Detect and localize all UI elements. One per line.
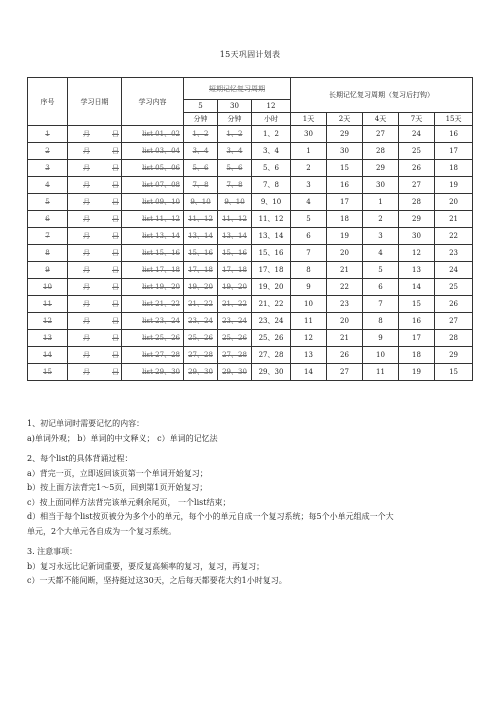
review-30min-cell: 13、14 xyxy=(218,228,252,245)
review-7day-cell: 25 xyxy=(399,143,435,160)
review-30min-cell: 5、6 xyxy=(218,160,252,177)
review-1day-cell: 11 xyxy=(291,313,327,330)
review-2day-cell: 30 xyxy=(327,143,363,160)
date-day-label: 日 xyxy=(112,215,119,223)
header-12h-unit: 小时 xyxy=(252,113,291,126)
review-5min-cell: 15、16 xyxy=(184,245,218,262)
review-7day-cell: 26 xyxy=(399,160,435,177)
review-1day-cell: 30 xyxy=(291,126,327,143)
date-month-label: 月 xyxy=(83,215,90,223)
table-row xyxy=(28,245,473,262)
section-1-items: a)单词外观； b）单词的中文释义； c）单词的记忆法 xyxy=(27,433,218,443)
review-7day-cell: 30 xyxy=(399,228,435,245)
seq-cell: 4 xyxy=(28,177,68,194)
content-cell: list 19、20 xyxy=(122,279,184,296)
review-5min-cell: 29、30 xyxy=(184,364,218,381)
seq-cell: 7 xyxy=(28,228,68,245)
review-15day-cell: 29 xyxy=(435,347,473,364)
review-5min-cell: 5、6 xyxy=(184,160,218,177)
review-2day-cell: 23 xyxy=(327,296,363,313)
review-1day-cell: 13 xyxy=(291,347,327,364)
review-15day-cell: 22 xyxy=(435,228,473,245)
review-30min-cell: 27、28 xyxy=(218,347,252,364)
date-cell xyxy=(68,347,122,364)
header-15day: 15天 xyxy=(435,113,473,126)
table-row xyxy=(28,177,473,194)
review-12h-cell: 15、16 xyxy=(252,245,291,262)
date-cell xyxy=(68,177,122,194)
review-4day-cell: 9 xyxy=(363,330,399,347)
review-1day-cell: 7 xyxy=(291,245,327,262)
section-2-item-c: c）按上面同样方法背完该单元剩余尾页， 一个list结束； xyxy=(27,497,231,507)
review-15day-cell: 21 xyxy=(435,211,473,228)
review-5min-cell: 9、10 xyxy=(184,194,218,211)
seq-cell: 6 xyxy=(28,211,68,228)
header-2day: 2天 xyxy=(327,113,363,126)
content-cell: list 03、04 xyxy=(122,143,184,160)
date-day-label: 日 xyxy=(112,164,119,172)
review-7day-cell: 28 xyxy=(399,194,435,211)
table-row xyxy=(28,364,473,381)
content-cell: list 17、18 xyxy=(122,262,184,279)
section-3-item-c: c）一天都不能间断，坚持挺过这30天，之后每天都要花大约1小时复习。 xyxy=(27,576,287,585)
review-1day-cell: 9 xyxy=(291,279,327,296)
seq-cell: 2 xyxy=(28,143,68,160)
review-5min-cell: 11、12 xyxy=(184,211,218,228)
review-2day-cell: 21 xyxy=(327,262,363,279)
date-month-label: 月 xyxy=(83,317,90,325)
section-2-item-a: a）背完一页，立即返回该页第一个单词开始复习； xyxy=(27,468,208,478)
content-cell: list 29、30 xyxy=(122,364,184,381)
review-30min-cell: 3、4 xyxy=(218,143,252,160)
review-2day-cell: 19 xyxy=(327,228,363,245)
date-day-label: 日 xyxy=(112,334,119,342)
date-month-label: 月 xyxy=(83,198,90,206)
table-row xyxy=(28,160,473,177)
table-row xyxy=(28,228,473,245)
content-cell: list 27、28 xyxy=(122,347,184,364)
section-2-item-d-cont: 单元，2个大单元各自成为一个复习系统。 xyxy=(27,526,177,536)
review-7day-cell: 18 xyxy=(399,347,435,364)
review-15day-cell: 15 xyxy=(435,364,473,381)
header-1day: 1天 xyxy=(291,113,327,126)
date-day-label: 日 xyxy=(112,198,119,206)
date-day-label: 日 xyxy=(112,130,119,138)
review-4day-cell: 29 xyxy=(363,160,399,177)
review-12h-cell: 17、18 xyxy=(252,262,291,279)
table-row xyxy=(28,296,473,313)
review-12h-cell: 25、26 xyxy=(252,330,291,347)
date-cell xyxy=(68,313,122,330)
review-7day-cell: 19 xyxy=(399,364,435,381)
header-30min-unit: 分钟 xyxy=(218,113,252,126)
table-row xyxy=(28,194,473,211)
review-30min-cell: 21、22 xyxy=(218,296,252,313)
review-15day-cell: 25 xyxy=(435,279,473,296)
review-15day-cell: 19 xyxy=(435,177,473,194)
header-date: 学习日期 xyxy=(68,78,122,126)
seq-cell: 3 xyxy=(28,160,68,177)
date-cell xyxy=(68,160,122,177)
review-1day-cell: 1 xyxy=(291,143,327,160)
section-2-title: 2、每个list的具体背诵过程： xyxy=(27,454,133,463)
section-3-item-b: b）复习永远比记新词重要，要反复高频率的复习，复习，再复习； xyxy=(27,561,265,571)
review-15day-cell: 26 xyxy=(435,296,473,313)
review-5min-cell: 17、18 xyxy=(184,262,218,279)
date-month-label: 月 xyxy=(83,130,90,138)
date-cell xyxy=(68,279,122,296)
content-cell: list 15、16 xyxy=(122,245,184,262)
review-12h-cell: 21、22 xyxy=(252,296,291,313)
header-content: 学习内容 xyxy=(122,78,184,126)
section-2-item-b: b）按上面方法背完1～5页，回到第1页开始复习； xyxy=(27,483,208,492)
review-2day-cell: 18 xyxy=(327,211,363,228)
review-1day-cell: 14 xyxy=(291,364,327,381)
date-cell xyxy=(68,194,122,211)
date-day-label: 日 xyxy=(112,300,119,308)
review-7day-cell: 12 xyxy=(399,245,435,262)
review-12h-cell: 11、12 xyxy=(252,211,291,228)
seq-cell: 12 xyxy=(28,313,68,330)
review-2day-cell: 22 xyxy=(327,279,363,296)
header-long-term: 长期记忆复习周期（复习后打钩） xyxy=(291,78,473,113)
table-row xyxy=(28,347,473,364)
review-2day-cell: 21 xyxy=(327,330,363,347)
review-1day-cell: 10 xyxy=(291,296,327,313)
content-cell: list 25、26 xyxy=(122,330,184,347)
date-month-label: 月 xyxy=(83,164,90,172)
date-day-label: 日 xyxy=(112,266,119,274)
date-cell xyxy=(68,245,122,262)
date-day-label: 日 xyxy=(112,249,119,257)
review-2day-cell: 20 xyxy=(327,245,363,262)
review-4day-cell: 10 xyxy=(363,347,399,364)
review-5min-cell: 19、20 xyxy=(184,279,218,296)
review-7day-cell: 15 xyxy=(399,296,435,313)
header-12h-num: 12 xyxy=(252,100,291,113)
review-1day-cell: 12 xyxy=(291,330,327,347)
review-30min-cell: 9、10 xyxy=(218,194,252,211)
table-row xyxy=(28,262,473,279)
review-2day-cell: 29 xyxy=(327,126,363,143)
seq-cell: 8 xyxy=(28,245,68,262)
table-row xyxy=(28,211,473,228)
date-month-label: 月 xyxy=(83,351,90,359)
content-cell: list 11、12 xyxy=(122,211,184,228)
date-month-label: 月 xyxy=(83,232,90,240)
date-cell xyxy=(68,330,122,347)
review-30min-cell: 25、26 xyxy=(218,330,252,347)
date-cell xyxy=(68,228,122,245)
review-4day-cell: 27 xyxy=(363,126,399,143)
review-5min-cell: 21、22 xyxy=(184,296,218,313)
header-7day: 7天 xyxy=(399,113,435,126)
review-1day-cell: 5 xyxy=(291,211,327,228)
review-12h-cell: 19、20 xyxy=(252,279,291,296)
review-12h-cell: 13、14 xyxy=(252,228,291,245)
header-4day: 4天 xyxy=(363,113,399,126)
review-4day-cell: 3 xyxy=(363,228,399,245)
date-day-label: 日 xyxy=(112,317,119,325)
review-30min-cell: 1、2 xyxy=(218,126,252,143)
table-row xyxy=(28,279,473,296)
review-5min-cell: 27、28 xyxy=(184,347,218,364)
review-15day-cell: 23 xyxy=(435,245,473,262)
date-cell xyxy=(68,211,122,228)
review-12h-cell: 1、2 xyxy=(252,126,291,143)
review-7day-cell: 13 xyxy=(399,262,435,279)
header-5min-unit: 分钟 xyxy=(184,113,218,126)
review-15day-cell: 17 xyxy=(435,143,473,160)
review-2day-cell: 27 xyxy=(327,364,363,381)
review-7day-cell: 24 xyxy=(399,126,435,143)
review-4day-cell: 2 xyxy=(363,211,399,228)
seq-cell: 10 xyxy=(28,279,68,296)
review-5min-cell: 1、2 xyxy=(184,126,218,143)
header-short-term: 短期记忆复习周期 xyxy=(184,78,291,100)
review-5min-cell: 25、26 xyxy=(184,330,218,347)
review-30min-cell: 29、30 xyxy=(218,364,252,381)
content-cell: list 05、06 xyxy=(122,160,184,177)
review-7day-cell: 29 xyxy=(399,211,435,228)
date-day-label: 日 xyxy=(112,351,119,359)
section-3-title: 3. 注意事项： xyxy=(27,547,78,556)
seq-cell: 15 xyxy=(28,364,68,381)
review-12h-cell: 9、10 xyxy=(252,194,291,211)
review-15day-cell: 27 xyxy=(435,313,473,330)
notes-section xyxy=(27,417,487,589)
review-2day-cell: 26 xyxy=(327,347,363,364)
content-cell: list 13、14 xyxy=(122,228,184,245)
review-2day-cell: 15 xyxy=(327,160,363,177)
review-12h-cell: 3、4 xyxy=(252,143,291,160)
review-5min-cell: 13、14 xyxy=(184,228,218,245)
review-30min-cell: 19、20 xyxy=(218,279,252,296)
seq-cell: 14 xyxy=(28,347,68,364)
seq-cell: 9 xyxy=(28,262,68,279)
review-4day-cell: 5 xyxy=(363,262,399,279)
review-4day-cell: 11 xyxy=(363,364,399,381)
review-1day-cell: 6 xyxy=(291,228,327,245)
review-15day-cell: 20 xyxy=(435,194,473,211)
seq-cell: 11 xyxy=(28,296,68,313)
table-row xyxy=(28,330,473,347)
date-cell xyxy=(68,364,122,381)
date-day-label: 日 xyxy=(112,232,119,240)
review-5min-cell: 23、24 xyxy=(184,313,218,330)
review-1day-cell: 3 xyxy=(291,177,327,194)
seq-cell: 13 xyxy=(28,330,68,347)
review-7day-cell: 27 xyxy=(399,177,435,194)
review-30min-cell: 11、12 xyxy=(218,211,252,228)
date-cell xyxy=(68,143,122,160)
date-day-label: 日 xyxy=(112,147,119,155)
review-2day-cell: 17 xyxy=(327,194,363,211)
content-cell: list 23、24 xyxy=(122,313,184,330)
header-30min-num: 30 xyxy=(218,100,252,113)
content-cell: list 01、02 xyxy=(122,126,184,143)
review-4day-cell: 8 xyxy=(363,313,399,330)
review-30min-cell: 15、16 xyxy=(218,245,252,262)
page-title: 15天巩固计划表 xyxy=(219,50,281,59)
date-day-label: 日 xyxy=(112,368,119,376)
review-15day-cell: 18 xyxy=(435,160,473,177)
review-12h-cell: 29、30 xyxy=(252,364,291,381)
review-2day-cell: 20 xyxy=(327,313,363,330)
date-day-label: 日 xyxy=(112,181,119,189)
header-seq: 序号 xyxy=(28,78,68,126)
section-1-title: 1、初记单词时需要记忆的内容： xyxy=(27,419,145,428)
review-12h-cell: 5、6 xyxy=(252,160,291,177)
content-cell: list 09、10 xyxy=(122,194,184,211)
date-cell xyxy=(68,126,122,143)
review-1day-cell: 2 xyxy=(291,160,327,177)
date-month-label: 月 xyxy=(83,249,90,257)
review-4day-cell: 4 xyxy=(363,245,399,262)
review-5min-cell: 7、8 xyxy=(184,177,218,194)
review-plan-table xyxy=(27,77,473,381)
review-2day-cell: 16 xyxy=(327,177,363,194)
review-15day-cell: 28 xyxy=(435,330,473,347)
review-7day-cell: 14 xyxy=(399,279,435,296)
date-month-label: 月 xyxy=(83,266,90,274)
review-1day-cell: 8 xyxy=(291,262,327,279)
review-15day-cell: 16 xyxy=(435,126,473,143)
review-5min-cell: 3、4 xyxy=(184,143,218,160)
table-row xyxy=(28,126,473,143)
date-day-label: 日 xyxy=(112,283,119,291)
content-cell: list 21、22 xyxy=(122,296,184,313)
date-cell xyxy=(68,262,122,279)
review-4day-cell: 6 xyxy=(363,279,399,296)
date-cell xyxy=(68,296,122,313)
review-4day-cell: 30 xyxy=(363,177,399,194)
table-row xyxy=(28,313,473,330)
date-month-label: 月 xyxy=(83,300,90,308)
seq-cell: 5 xyxy=(28,194,68,211)
review-30min-cell: 23、24 xyxy=(218,313,252,330)
date-month-label: 月 xyxy=(83,368,90,376)
review-12h-cell: 27、28 xyxy=(252,347,291,364)
review-4day-cell: 28 xyxy=(363,143,399,160)
review-1day-cell: 4 xyxy=(291,194,327,211)
review-4day-cell: 1 xyxy=(363,194,399,211)
review-30min-cell: 7、8 xyxy=(218,177,252,194)
header-5min-num: 5 xyxy=(184,100,218,113)
content-cell: list 07、08 xyxy=(122,177,184,194)
date-month-label: 月 xyxy=(83,181,90,189)
seq-cell: 1 xyxy=(28,126,68,143)
section-2-item-d: d）相当于每个list按页被分为多个小的单元，每个小的单元自成一个复习系统；每5个小单元组成一个大 xyxy=(27,512,394,521)
review-12h-cell: 23、24 xyxy=(252,313,291,330)
review-4day-cell: 7 xyxy=(363,296,399,313)
review-7day-cell: 17 xyxy=(399,330,435,347)
review-12h-cell: 7、8 xyxy=(252,177,291,194)
date-month-label: 月 xyxy=(83,283,90,291)
date-month-label: 月 xyxy=(83,147,90,155)
review-7day-cell: 16 xyxy=(399,313,435,330)
review-30min-cell: 17、18 xyxy=(218,262,252,279)
review-15day-cell: 24 xyxy=(435,262,473,279)
table-row xyxy=(28,143,473,160)
date-month-label: 月 xyxy=(83,334,90,342)
